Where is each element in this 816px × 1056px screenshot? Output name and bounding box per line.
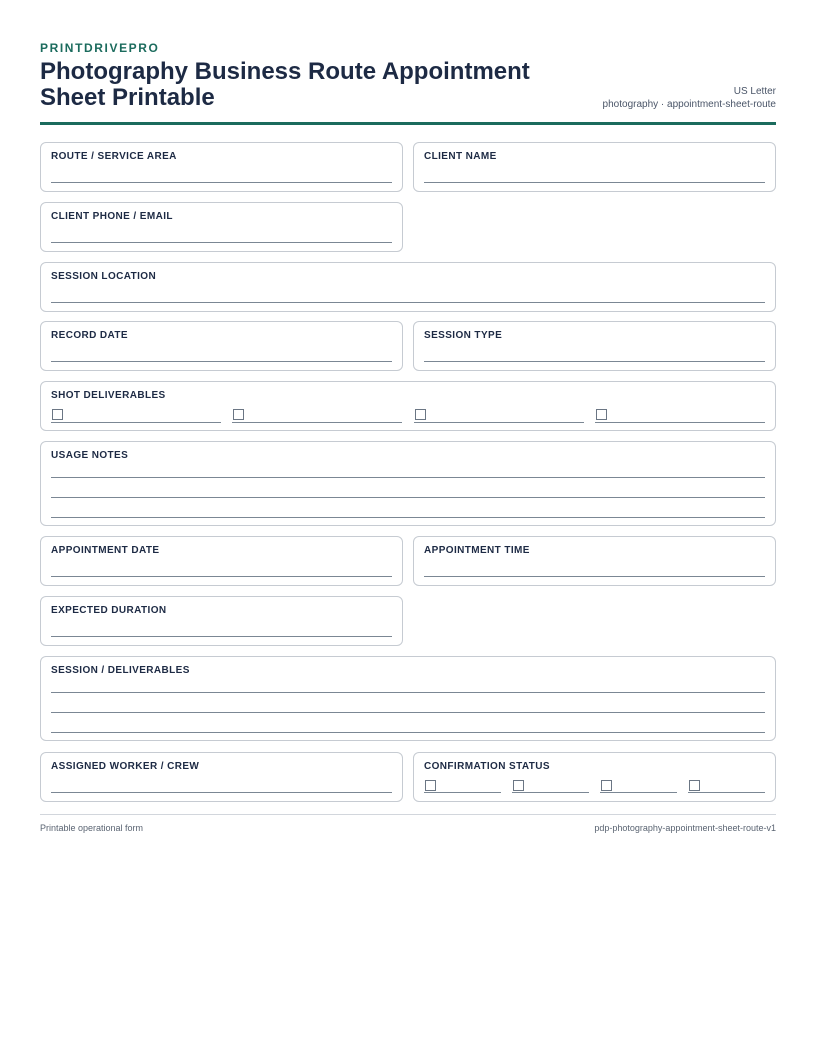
session-type-label: SESSION TYPE xyxy=(424,330,503,341)
confirmation-status-field xyxy=(413,752,776,802)
client-phone-email-input-line[interactable] xyxy=(51,242,392,243)
shot-deliverables-checkbox[interactable] xyxy=(415,409,426,420)
record-date-input-line[interactable] xyxy=(51,361,392,362)
route-service-area-input-line[interactable] xyxy=(51,182,392,183)
shot-deliverables-field xyxy=(40,381,776,431)
confirmation-status-label: CONFIRMATION STATUS xyxy=(424,761,550,772)
expected-duration-field xyxy=(40,596,403,646)
confirmation-status-checkbox[interactable] xyxy=(601,780,612,791)
session-deliverables-input-line[interactable] xyxy=(51,712,765,713)
shot-deliverables-option-line[interactable] xyxy=(595,422,765,423)
session-deliverables-input-line[interactable] xyxy=(51,692,765,693)
appointment-time-label: APPOINTMENT TIME xyxy=(424,545,530,556)
confirmation-status-option-line[interactable] xyxy=(424,792,501,793)
brand-name: PRINTDRIVEPRO xyxy=(40,41,160,55)
paper-size: US Letter xyxy=(733,86,776,97)
appointment-date-input-line[interactable] xyxy=(51,576,392,577)
document-tags: photography · appointment-sheet-route xyxy=(602,99,776,110)
session-location-field xyxy=(40,262,776,312)
expected-duration-input-line[interactable] xyxy=(51,636,392,637)
usage-notes-input-line[interactable] xyxy=(51,477,765,478)
usage-notes-label: USAGE NOTES xyxy=(51,450,129,461)
session-location-input-line[interactable] xyxy=(51,302,765,303)
client-name-label: CLIENT NAME xyxy=(424,151,497,162)
session-deliverables-field xyxy=(40,656,776,741)
shot-deliverables-checkbox[interactable] xyxy=(596,409,607,420)
route-service-area-field xyxy=(40,142,403,192)
confirmation-status-checkbox[interactable] xyxy=(425,780,436,791)
shot-deliverables-checkbox[interactable] xyxy=(52,409,63,420)
client-phone-email-label: CLIENT PHONE / EMAIL xyxy=(51,211,173,222)
document-meta xyxy=(603,85,776,111)
usage-notes-input-line[interactable] xyxy=(51,517,765,518)
record-date-field xyxy=(40,321,403,371)
appointment-date-label: APPOINTMENT DATE xyxy=(51,545,160,556)
session-type-field xyxy=(413,321,776,371)
shot-deliverables-label: SHOT DELIVERABLES xyxy=(51,390,166,401)
assigned-worker-crew-input-line[interactable] xyxy=(51,792,392,793)
page-title: Photography Business Route Appointment Sheet Printable xyxy=(40,58,530,111)
client-name-input-line[interactable] xyxy=(424,182,765,183)
confirmation-status-checkbox[interactable] xyxy=(513,780,524,791)
appointment-date-field xyxy=(40,536,403,586)
confirmation-status-option-line[interactable] xyxy=(600,792,677,793)
appointment-time-field xyxy=(413,536,776,586)
session-deliverables-input-line[interactable] xyxy=(51,732,765,733)
assigned-worker-crew-label: ASSIGNED WORKER / CREW xyxy=(51,761,200,772)
footer-form-id: pdp-photography-appointment-sheet-route-v1 xyxy=(594,823,776,833)
shot-deliverables-option-line[interactable] xyxy=(414,422,584,423)
route-service-area-label: ROUTE / SERVICE AREA xyxy=(51,151,177,162)
record-date-label: RECORD DATE xyxy=(51,330,128,341)
assigned-worker-crew-field xyxy=(40,752,403,802)
usage-notes-field xyxy=(40,441,776,526)
appointment-time-input-line[interactable] xyxy=(424,576,765,577)
shot-deliverables-checkbox[interactable] xyxy=(233,409,244,420)
client-phone-email-field xyxy=(40,202,403,252)
confirmation-status-checkbox[interactable] xyxy=(689,780,700,791)
footer-left-text: Printable operational form xyxy=(40,823,144,833)
session-deliverables-label: SESSION / DELIVERABLES xyxy=(51,665,190,676)
session-location-label: SESSION LOCATION xyxy=(51,271,157,282)
shot-deliverables-option-line[interactable] xyxy=(232,422,402,423)
session-type-input-line[interactable] xyxy=(424,361,765,362)
confirmation-status-option-line[interactable] xyxy=(512,792,589,793)
footer-rule xyxy=(40,814,776,815)
expected-duration-label: EXPECTED DURATION xyxy=(51,605,167,616)
shot-deliverables-option-line[interactable] xyxy=(51,422,221,423)
header-rule xyxy=(40,122,776,125)
client-name-field xyxy=(413,142,776,192)
confirmation-status-option-line[interactable] xyxy=(688,792,765,793)
usage-notes-input-line[interactable] xyxy=(51,497,765,498)
